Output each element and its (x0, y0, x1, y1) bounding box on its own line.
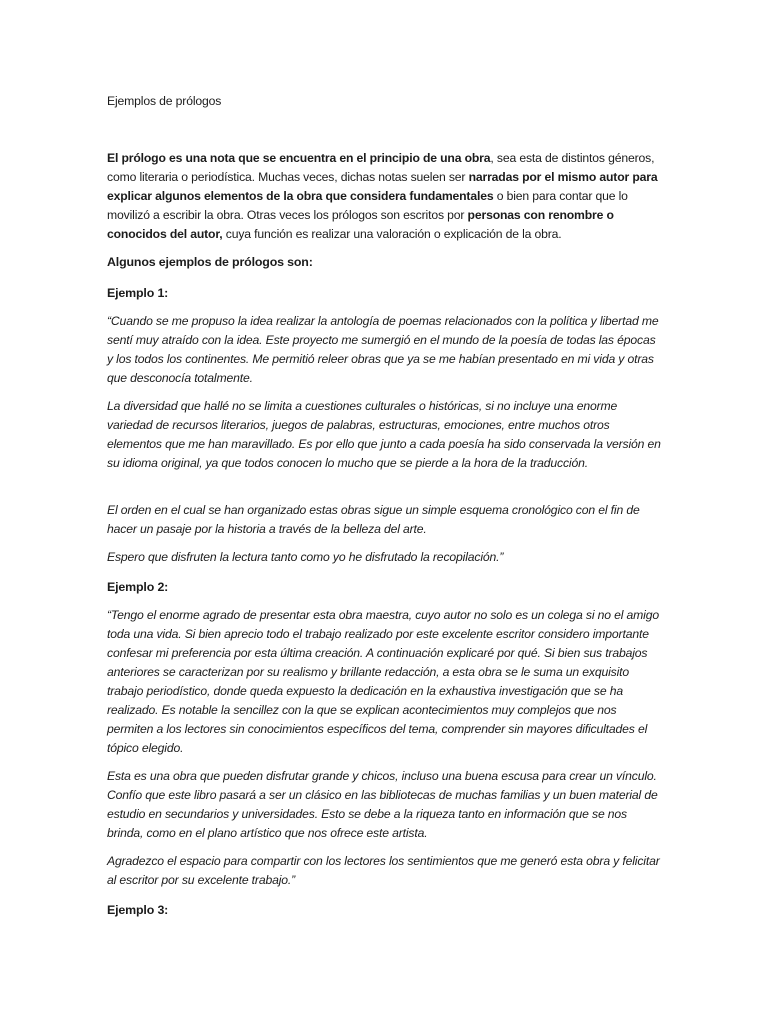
example-2-paragraph-1: “Tengo el enorme agrado de presentar esta obra maestra, cuyo autor no solo es un colega si no el amigo toda una vida. Si bien aprecio todo el trabajo realizado por este excelente escritor considero importante confesar mi preferencia por esta última creación. A continuación explicaré por qué. Si bien sus trabajos anteriores se caracterizan por su realismo y brillante redacción, a esta obra se le suma un exquisito trabajo periodístico, donde queda expuesto la dedicación en la exhaustiva investigación que se ha realizado. Es notable la sencillez con la que se explican acontecimientos muy complejos que nos permiten a los lectores sin conocimientos específicos del tema, comprender sin mayores dificultades el tópico elegido. (107, 608, 659, 755)
intro-bold-1: El prólogo es una nota que se encuentra en el principio de una obra (107, 151, 491, 165)
intro-text-1: , sea esta de distintos géneros, como literaria o periodística. Muchas veces, dichas notas suelen ser (107, 151, 655, 184)
example-1-paragraph-4: Espero que disfruten la lectura tanto como yo he disfrutado la recopilación.” (107, 550, 504, 564)
intro-text-3: cuya función es realizar una valoración o explicación de la obra. (222, 227, 562, 241)
intro-paragraph (107, 149, 663, 244)
example-1-label: Ejemplo 1: (107, 286, 169, 300)
example-2-paragraph-2: Esta es una obra que pueden disfrutar grande y chicos, incluso una buena escusa para crear un vínculo. Confío que este libro pasará a ser un clásico en las bibliotecas de muchas familias y un buen material de estudio en secundarios y universidades. Esto se debe a la riqueza tanto en información que se nos brinda, como en el plano artístico que nos ofrece este artista. (107, 769, 658, 840)
example-1-paragraph-2: La diversidad que hallé no se limita a cuestiones culturales o históricas, si no incluye una enorme variedad de recursos literarios, juegos de palabras, estructuras, emociones, entre muchos otros elementos que me han maravillado. Es por ello que junto a cada poesía ha sido conservada la versión en su idioma original, ya que todos conocen lo mucho que se pierde a la hora de la traducción. (107, 399, 661, 470)
intro-bold-3: personas con renombre o conocidos del autor, (107, 208, 614, 241)
examples-lead: Algunos ejemplos de prólogos son: (107, 255, 313, 269)
example-1-paragraph-3: El orden en el cual se han organizado estas obras sigue un simple esquema cronológico con el fin de hacer un pasaje por la historia a través de la belleza del arte. (107, 503, 640, 536)
document-title: Ejemplos de prólogos (107, 94, 222, 108)
example-3-label: Ejemplo 3: (107, 903, 169, 917)
example-1-paragraph-1: “Cuando se me propuso la idea realizar la antología de poemas relacionados con la política y libertad me sentí muy atraído con la idea. Este proyecto me sumergió en el mundo de la poesía de todas las épocas y los todos los continentes. Me permitió releer obras que ya se me habían presentado en mi vida y otras que desconocía totalmente. (107, 314, 659, 385)
example-2-label: Ejemplo 2: (107, 580, 169, 594)
example-2-paragraph-3: Agradezco el espacio para compartir con los lectores los sentimientos que me generó esta obra y felicitar al escritor por su excelente trabajo.” (107, 854, 660, 887)
intro-bold-2: narradas por el mismo autor para explicar algunos elementos de la obra que considera fundamentales (107, 170, 658, 203)
intro-text-2: o bien para contar que lo movilizó a escribir la obra. Otras veces los prólogos son escritos por (107, 189, 628, 222)
